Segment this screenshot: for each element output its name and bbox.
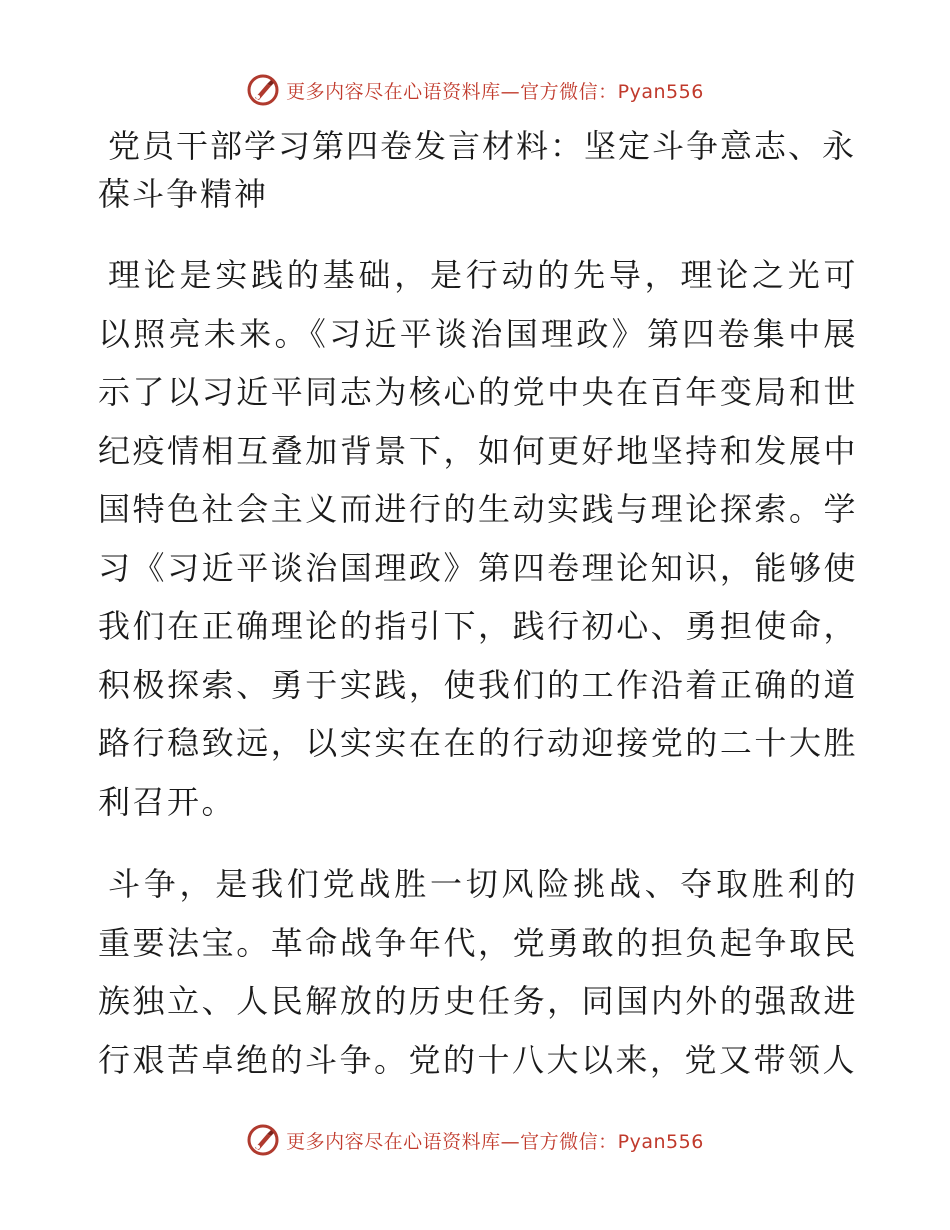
document-body bbox=[98, 122, 858, 1089]
footer-banner bbox=[0, 1120, 950, 1160]
fountain-pen-seal-icon bbox=[246, 73, 280, 107]
banner-text: 更多内容尽在心语资料库—官方微信：Pyan556 bbox=[286, 1130, 704, 1153]
header-banner-inner bbox=[246, 73, 704, 107]
paragraph: 理论是实践的基础，是行动的先导，理论之光可以照亮未来。《习近平谈治国理政》第四卷集中展示了以习近平同志为核心的党中央在百年变局和世纪疫情相互叠加背景下，如何更好地坚持和发展中国特色社会主义而进行的生动实践与理论探索。学习《习近平谈治国理政》第四卷理论知识，能够使我们在正确理论的指引下，践行初心、勇担使命，积极探索、勇于实践，使我们的工作沿着正确的道路行稳致远，以实实在在的行动迎接党的二十大胜利召开。 bbox=[98, 256, 858, 821]
fountain-pen-seal-icon bbox=[246, 1123, 280, 1157]
footer-banner-inner bbox=[246, 1123, 704, 1157]
banner-text: 更多内容尽在心语资料库—官方微信：Pyan556 bbox=[286, 80, 704, 103]
document-title: 党员干部学习第四卷发言材料：坚定斗争意志、永葆斗争精神 bbox=[98, 127, 857, 213]
paragraph: 斗争，是我们党战胜一切风险挑战、夺取胜利的重要法宝。革命战争年代，党勇敢的担负起争取民族独立、人民解放的历史任务，同国内外的强敌进行艰苦卓绝的斗争。党的十八大以来，党又带领人 bbox=[98, 865, 858, 1079]
header-banner bbox=[0, 70, 950, 110]
